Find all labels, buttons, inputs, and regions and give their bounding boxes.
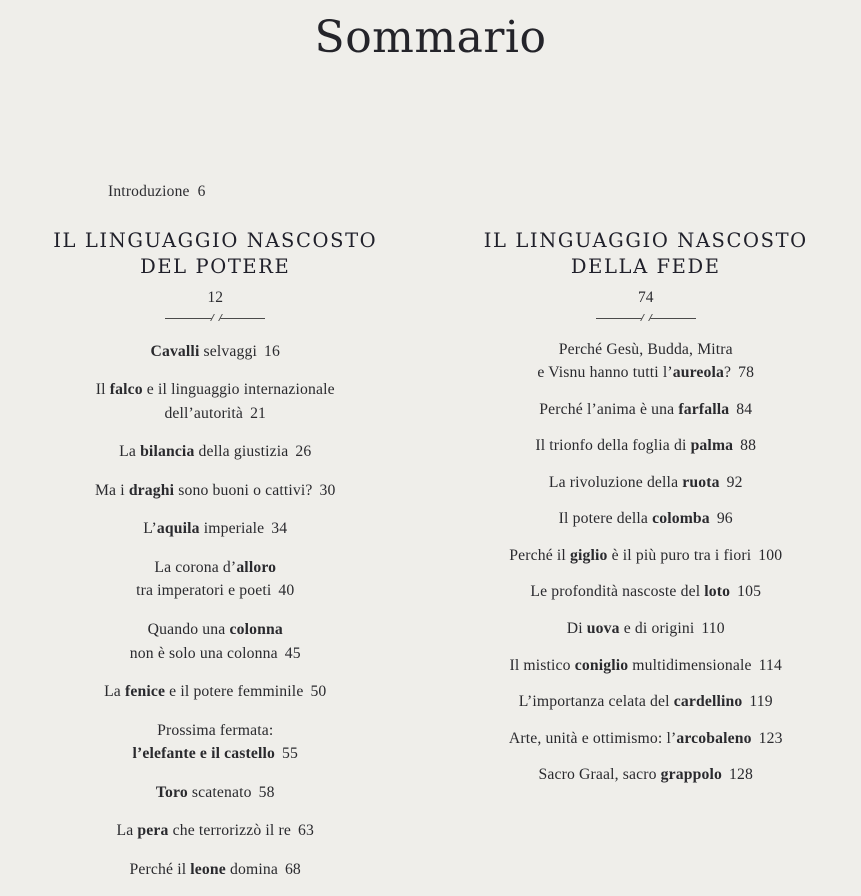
toc-entry[interactable]	[14, 781, 417, 805]
toc-entry[interactable]	[445, 471, 848, 495]
toc-entry-page-number: 78	[738, 364, 755, 382]
toc-entry[interactable]	[14, 618, 417, 665]
toc-entry-label: La rivoluzione della ruota	[548, 473, 720, 491]
toc-entry[interactable]	[445, 338, 848, 385]
intro-page-number: 6	[197, 183, 206, 200]
section-title-faith-line2: DELLA FEDE	[570, 255, 721, 279]
toc-entry-page-number: 45	[284, 644, 301, 662]
toc-entry-label: Toro scatenato	[155, 783, 252, 801]
toc-entry-page-number: 34	[271, 520, 288, 538]
toc-entry[interactable]	[445, 580, 848, 604]
toc-entry-page-number: 96	[716, 510, 733, 528]
toc-columns	[0, 228, 861, 896]
toc-entry[interactable]	[14, 556, 417, 603]
toc-entry-label: Perché l’anima è una farfalla	[539, 400, 730, 418]
toc-entry-label: La pera che terrorizzò il re	[116, 822, 291, 840]
toc-entry-label: Arte, unità e ottimismo: l’arcobaleno	[508, 729, 752, 747]
intro-entry	[108, 183, 206, 201]
toc-entry[interactable]	[445, 763, 848, 787]
section-page-power: 12	[207, 288, 223, 306]
toc-entry-page-number: 119	[749, 693, 773, 711]
toc-entry-label: Perché Gesù, Budda, Mitra e Visnu hanno tutti l’aureola?	[537, 340, 733, 382]
toc-entry-page-number: 30	[319, 481, 336, 499]
toc-entry[interactable]	[14, 340, 417, 364]
section-page-faith: 74	[638, 288, 654, 306]
toc-entry-page-number: 84	[736, 400, 753, 418]
toc-entry-label: Sacro Graal, sacro grappolo	[538, 766, 723, 784]
toc-column-faith	[431, 228, 861, 896]
toc-entry-label: L’importanza celata del cardellino	[518, 693, 743, 711]
toc-entry[interactable]	[14, 858, 417, 882]
toc-entry-page-number: 114	[758, 656, 783, 674]
toc-entry-label: Il potere della colomba	[558, 510, 710, 528]
toc-entry-label: Perché il leone domina	[129, 860, 278, 878]
toc-entry-page-number: 105	[737, 583, 762, 601]
ornament-divider-right	[596, 314, 696, 324]
toc-entries-faith	[445, 338, 848, 787]
toc-entry[interactable]	[445, 434, 848, 458]
toc-entry[interactable]	[445, 690, 848, 714]
intro-label: Introduzione	[108, 183, 190, 200]
toc-entry-label: Le profondità nascoste del loto	[530, 583, 731, 601]
toc-entry-page-number: 128	[729, 766, 754, 784]
toc-entry-page-number: 63	[298, 822, 314, 840]
toc-entry-page-number: 68	[284, 860, 301, 878]
toc-entry-page-number: 92	[726, 473, 743, 491]
toc-entry-page-number: 50	[310, 683, 327, 701]
toc-entry[interactable]	[445, 544, 848, 568]
toc-entry-page-number: 26	[295, 443, 312, 461]
toc-entry[interactable]	[445, 654, 848, 678]
toc-entry-label: Quando una colonna non è solo una colonna	[129, 621, 283, 662]
toc-entry-label: Il falco e il linguaggio internazionale dell’autorità	[95, 381, 335, 422]
toc-entry-label: La corona d’alloro tra imperatori e poeti	[136, 558, 277, 600]
ornament-divider-left	[165, 314, 265, 324]
section-title-power-line1: IL LINGUAGGIO NASCOSTO	[53, 229, 378, 252]
section-title-power	[14, 228, 417, 281]
toc-entries-power	[14, 340, 417, 882]
toc-entry-label: Perché il giglio è il più puro tra i fiori	[509, 546, 752, 564]
toc-entry[interactable]	[14, 378, 417, 425]
toc-entry-page-number: 40	[278, 582, 295, 600]
toc-entry-label: Prossima fermata: l’elefante e il castello	[132, 721, 276, 763]
page-title: Sommario	[314, 12, 547, 63]
toc-entry-label: Di uova e di origini	[566, 620, 695, 637]
toc-entry[interactable]	[14, 479, 417, 503]
toc-entry[interactable]	[445, 507, 848, 531]
toc-entry[interactable]	[445, 617, 848, 641]
section-title-faith	[445, 228, 848, 281]
toc-column-power	[0, 228, 431, 896]
toc-entry-page-number: 55	[282, 745, 299, 763]
toc-entry-label: La bilancia della giustizia	[119, 443, 289, 461]
toc-entry-label: Cavalli selvaggi	[150, 342, 258, 360]
toc-entry-page-number: 88	[740, 437, 757, 455]
toc-entry[interactable]	[445, 398, 848, 422]
toc-entry-label: Il mistico coniglio multidimensionale	[509, 656, 752, 674]
toc-entry-label: L’aquila imperiale	[143, 520, 265, 538]
toc-entry-label: La fenice e il potere femminile	[104, 683, 304, 701]
toc-entry[interactable]	[14, 680, 417, 704]
section-title-power-line2: DEL POTERE	[140, 255, 291, 279]
toc-entry-page-number: 123	[758, 729, 783, 747]
toc-entry[interactable]	[445, 727, 848, 751]
toc-entry[interactable]	[14, 819, 417, 843]
toc-entry[interactable]	[14, 719, 417, 766]
toc-entry-page-number: 58	[258, 783, 275, 801]
toc-entry-page-number: 100	[758, 546, 783, 564]
toc-entry[interactable]	[14, 517, 417, 541]
toc-entry-page-number: 16	[264, 342, 281, 360]
toc-entry-page-number: 110	[701, 620, 725, 637]
toc-entry-label: Il trionfo della foglia di palma	[535, 437, 734, 455]
toc-entry-label: Ma i draghi sono buoni o cattivi?	[94, 481, 313, 499]
toc-entry-page-number: 21	[250, 404, 267, 422]
toc-entry[interactable]	[14, 440, 417, 464]
section-title-faith-line1: IL LINGUAGGIO NASCOSTO	[483, 229, 808, 252]
